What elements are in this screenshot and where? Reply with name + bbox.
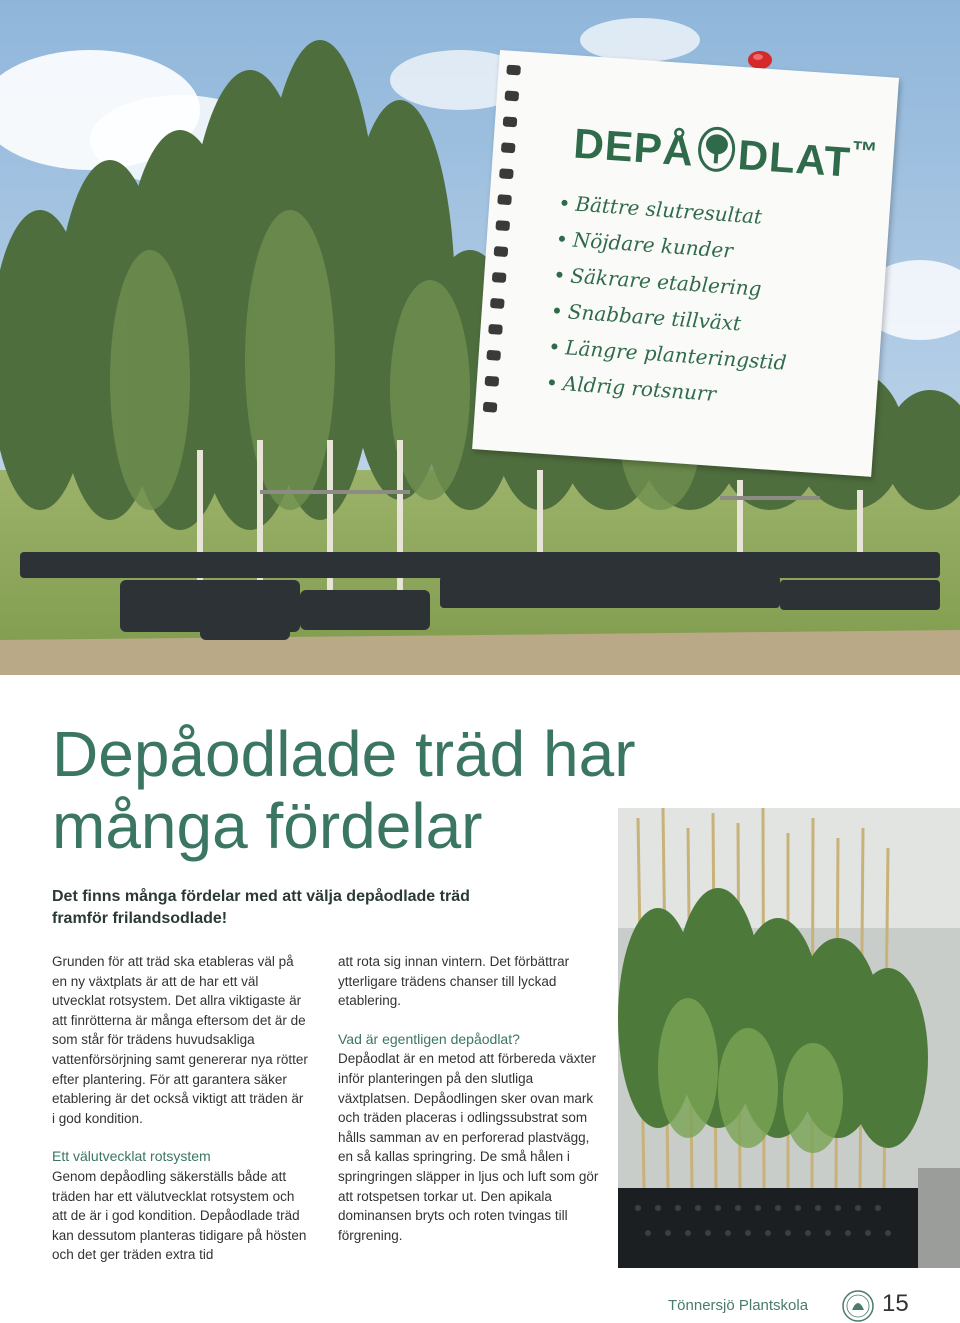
benefit-item: Nöjdare kunder: [558, 221, 796, 273]
benefit-item: Längre planteringstid: [550, 328, 788, 380]
title-line-2: många fördelar: [52, 790, 483, 862]
section-heading-rotsystem: Ett välutvecklat rotsystem: [52, 1148, 211, 1165]
benefit-item: Bättre slutresultat: [560, 185, 798, 237]
article-title: [52, 718, 636, 862]
benefits-list: [548, 185, 798, 417]
saplings-illustration: [618, 808, 960, 1268]
notepad-note: [472, 50, 899, 477]
section-body-depaodlat: Depåodlat är en metod att förbereda växter inför planteringen på den slutliga växtplatsen. Depåodlingen sker ovan mark och träden placeras i odlingssubstrat som hålls samman av en perforerad plastvägg, en så kallas springring. De små hålen i springringen släpper in ljus och luft som gör att rotspetsen torkar ut. Den apikala dominansen bryts och roten tvingas till förgrening.: [338, 1051, 599, 1243]
benefit-item: Säkrare etablering: [555, 257, 793, 309]
bullet-icon: [554, 307, 560, 313]
footer-company-name: Tönnersjö Plantskola: [668, 1297, 809, 1314]
benefit-item: Aldrig rotsnurr: [548, 364, 786, 416]
text-column-left: [52, 952, 310, 1265]
plantskola-logo-icon: [842, 1290, 874, 1322]
brand-prefix: DEPÅ: [572, 119, 696, 175]
intro-paragraph: Grunden för att träd ska etableras väl på en ny växtplats är att de har ett väl utvecklat rotsystem. Det allra viktigaste är att finrötterna är många eftersom det är de som står för trädens huvudsakliga vattenförsörjning samt genererar nya rötter efter plantering. För att garantera säker etablering är det också viktigt att träden är i god kondition.: [52, 954, 308, 1126]
bullet-icon: [561, 200, 567, 206]
tree-logo-icon: [695, 124, 738, 175]
benefit-item: Snabbare tillväxt: [553, 292, 791, 344]
bullet-icon: [559, 236, 565, 242]
continuation-paragraph: att rota sig innan vintern. Det förbättrar ytterligare trädens chanser till lyckad etablering.: [338, 954, 570, 1009]
text-column-middle: [338, 952, 600, 1245]
bullet-icon: [549, 379, 555, 385]
section-body-rotsystem: Genom depåodling säkerställs både att träden har ett välutvecklat rotsystem och att de är i god kondition. Depåodlade träd kan dessutom planteras tidigare på hösten och det ger träden extra tid: [52, 1168, 307, 1263]
section-heading-depaodlat: Vad är egentligen depåodlat?: [338, 1030, 520, 1047]
title-line-1: Depåodlade träd har: [52, 718, 636, 790]
trademark-symbol: ™: [850, 134, 880, 167]
bullet-icon: [556, 271, 562, 277]
brand-suffix: DLAT: [736, 130, 853, 186]
depaodlat-brand: [572, 115, 879, 188]
page-number: 15: [882, 1290, 909, 1317]
lead-paragraph: Det finns många fördelar med att välja depåodlade träd framför frilandsodlade!: [52, 888, 470, 927]
bullet-icon: [551, 343, 557, 349]
saplings-photo: [618, 808, 960, 1268]
